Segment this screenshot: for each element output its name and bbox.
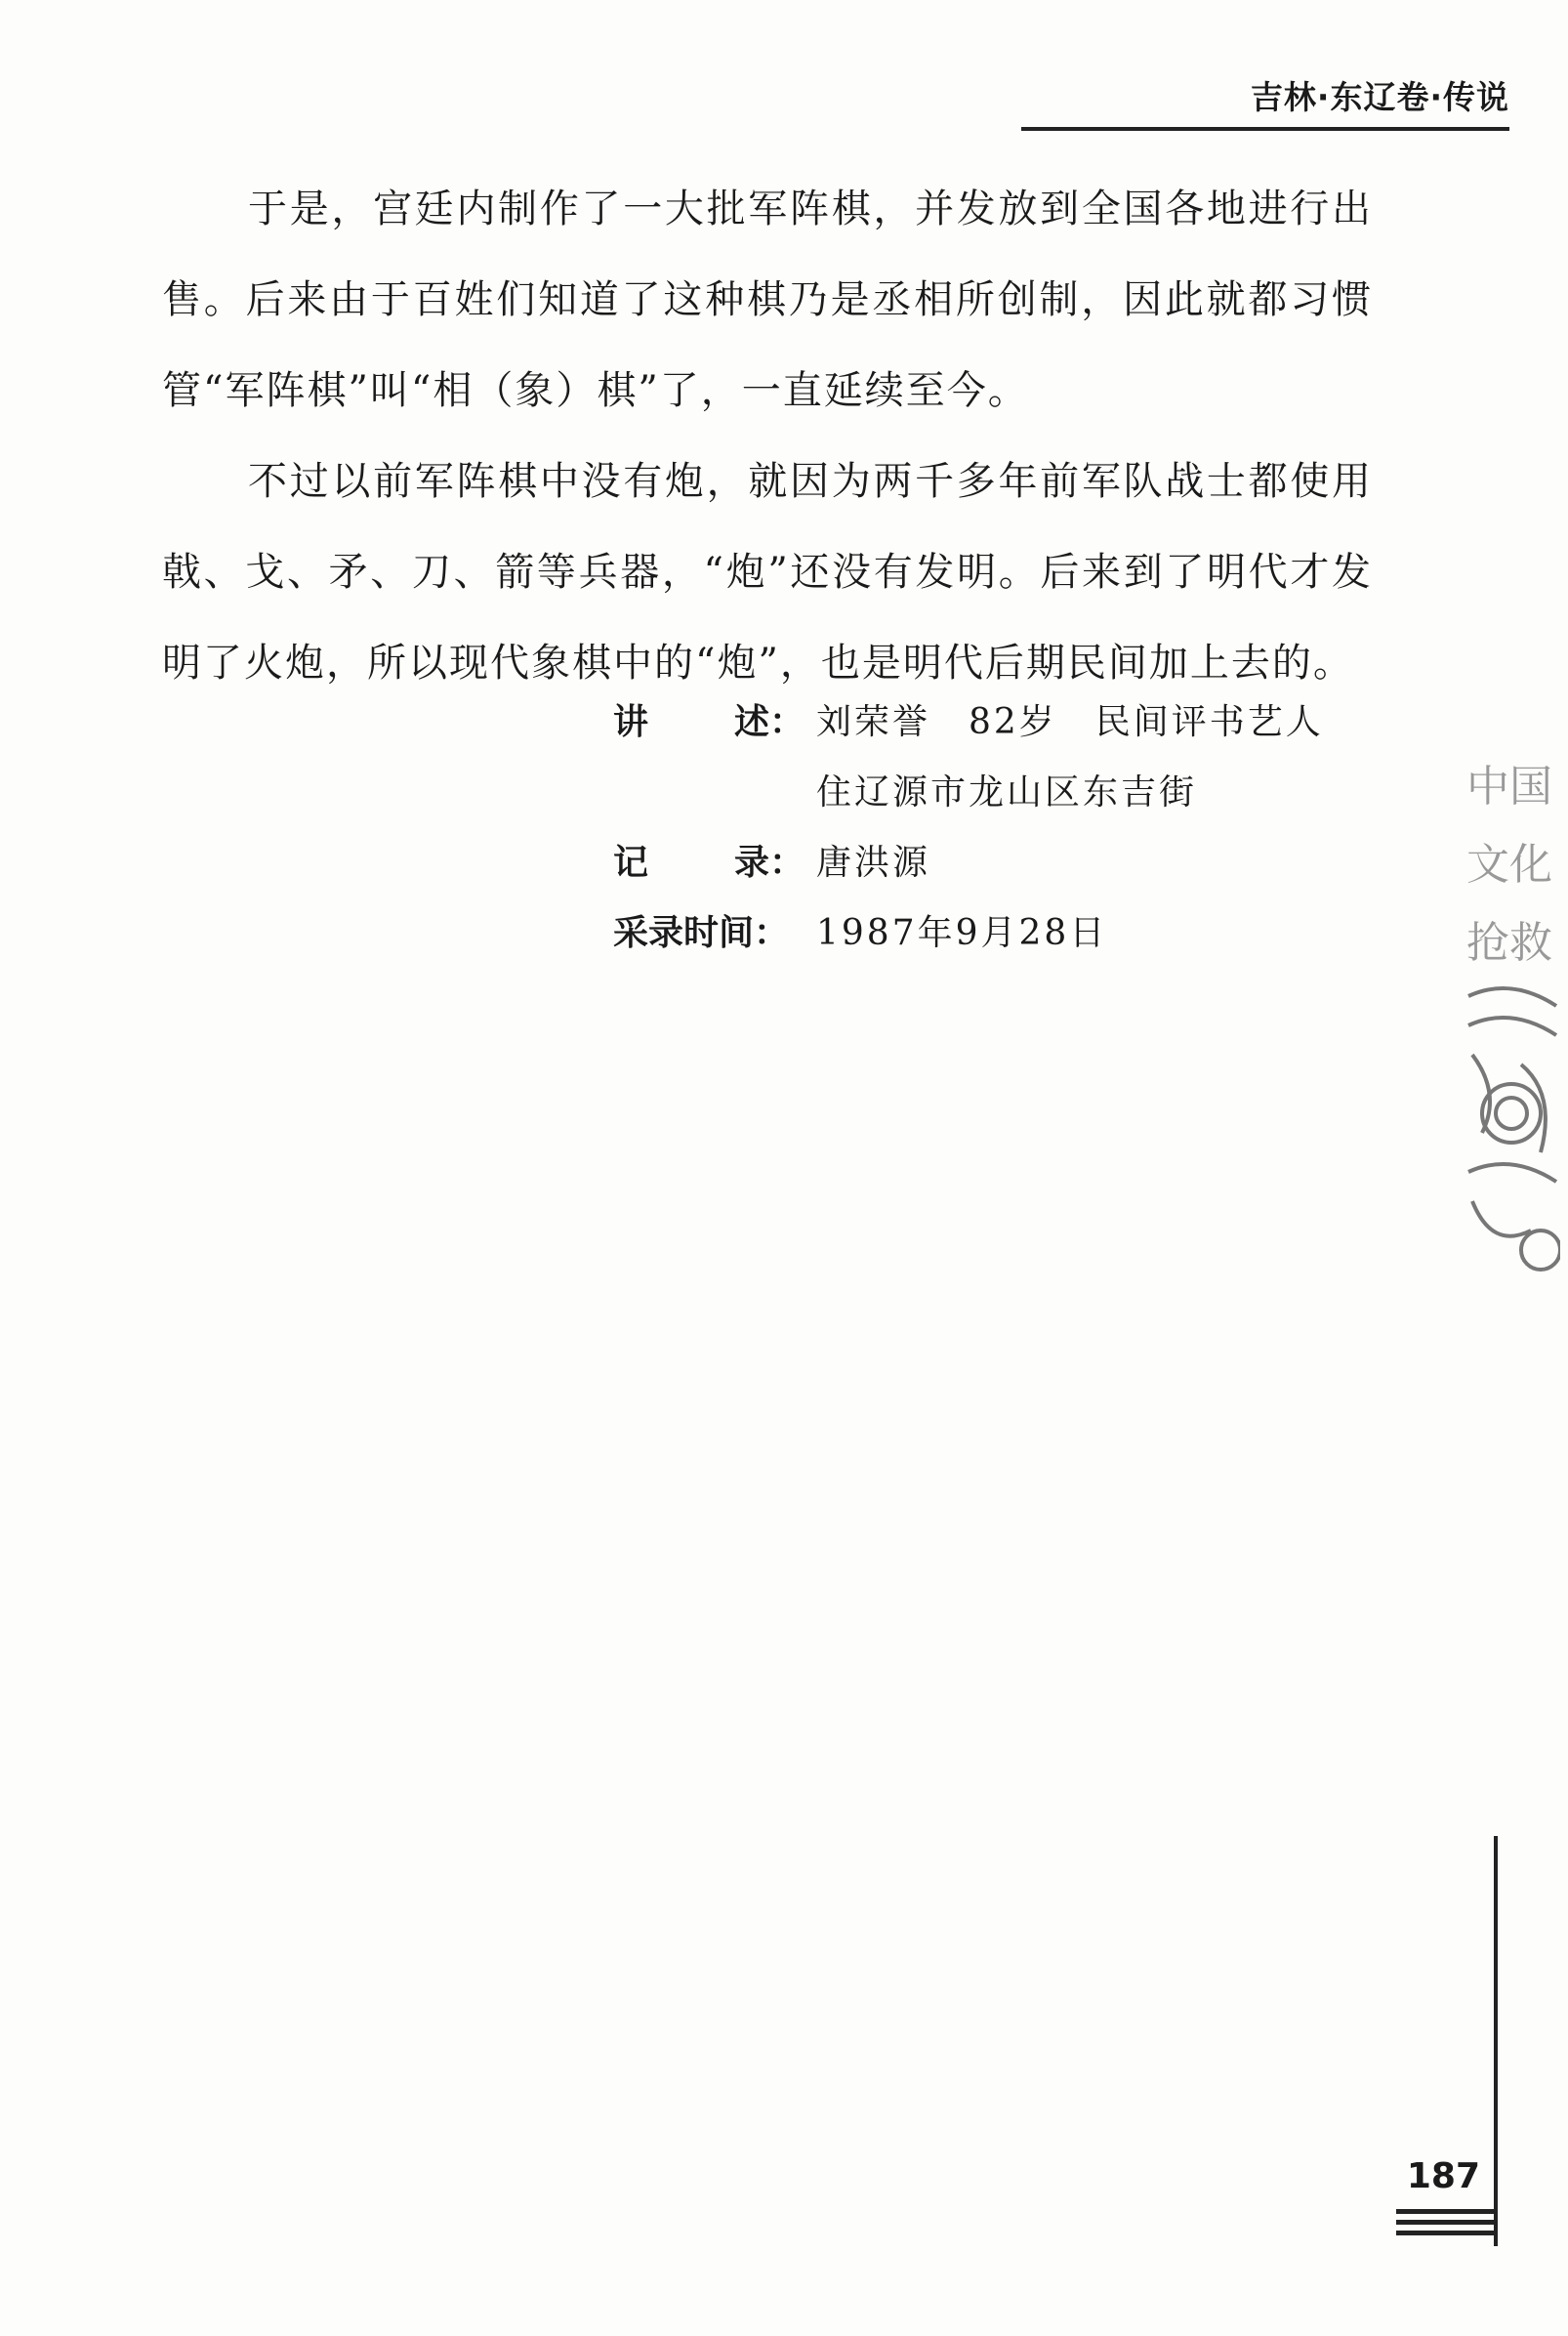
decorative-pattern-icon [1463,742,1560,1289]
body-text [162,164,1373,709]
credit-narrator [613,688,1324,758]
page-number-bars [1396,2209,1494,2241]
credit-recorder [613,828,1324,898]
credits-block [613,688,1324,969]
page-number: 187 [1406,2156,1480,2196]
credit-value: 1987年9月28日 [816,913,1108,953]
credit-date [613,898,1324,969]
svg-text:文化: 文化 [1466,840,1552,890]
credit-label: 讲 述： [613,702,805,742]
paragraph: 于是，宫廷内制作了一大批军阵棋，并发放到全国各地进行出售。后来由于百姓们知道了这种棋乃是丞相所创制，因此就都习惯管“军阵棋”叫“相（象）棋”了，一直延续至今。 [162,187,1373,413]
credit-label: 采录时间： [613,913,790,953]
paragraph: 不过以前军阵棋中没有炮，就因为两千多年前军队战士都使用戟、戈、矛、刀、箭等兵器，“炮”还没有发明。后来到了明代才发明了火炮，所以现代象棋中的“炮”，也是明代后期民间加上去的。 [162,459,1373,686]
credit-value: 唐洪源 [816,843,931,883]
header-title: 吉林·东辽卷·传说 [1250,78,1509,116]
credit-value: 刘荣誉 82岁 民间评书艺人 [816,702,1324,742]
margin-rule [1494,1836,1498,2246]
svg-text:中国: 中国 [1466,762,1552,812]
running-header [1021,70,1509,131]
credit-value-continuation: 住辽源市龙山区东吉街 [816,772,1198,813]
svg-text:抢救: 抢救 [1466,918,1552,968]
credit-label: 记 录： [613,843,805,883]
side-decoration [1463,742,1560,1289]
